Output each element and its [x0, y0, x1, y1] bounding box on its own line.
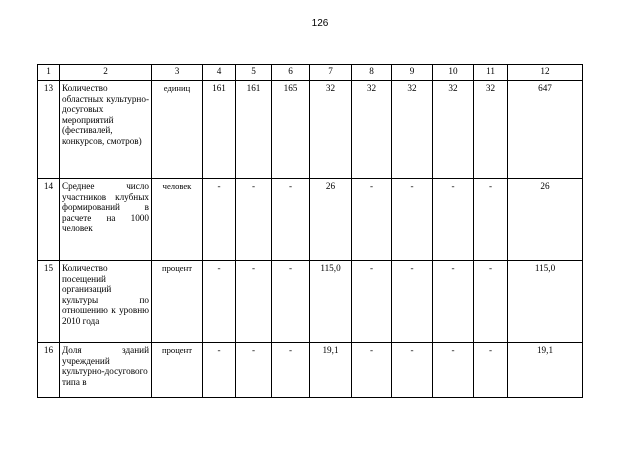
indicator-name: Доля зданий учреждений культурно-досугового типа в — [60, 343, 152, 398]
value-cell: - — [474, 179, 508, 261]
value-cell: - — [236, 343, 272, 398]
row-number: 13 — [38, 81, 60, 179]
value-cell: - — [352, 343, 392, 398]
unit-cell: человек — [152, 179, 203, 261]
value-cell: - — [392, 261, 433, 343]
indicator-name: Среднее число участников клубных формирований в расчете на 1000 человек — [60, 179, 152, 261]
total-cell: 647 — [508, 81, 583, 179]
value-cell: 165 — [272, 81, 310, 179]
indicator-name: Количество областных культурно-досуговых мероприятий (фестивалей, конкурсов, смотров) — [60, 81, 152, 179]
row-number: 16 — [38, 343, 60, 398]
table-row — [38, 179, 583, 261]
row-number: 14 — [38, 179, 60, 261]
header-cell: 10 — [433, 65, 474, 81]
unit-cell: процент — [152, 261, 203, 343]
value-cell: - — [272, 179, 310, 261]
value-cell: - — [474, 261, 508, 343]
value-cell: 32 — [310, 81, 352, 179]
header-cell: 9 — [392, 65, 433, 81]
value-cell: - — [236, 179, 272, 261]
value-cell: - — [272, 261, 310, 343]
value-cell: - — [433, 179, 474, 261]
value-cell: 161 — [236, 81, 272, 179]
total-cell: 26 — [508, 179, 583, 261]
header-cell: 3 — [152, 65, 203, 81]
value-cell: - — [392, 343, 433, 398]
header-cell: 7 — [310, 65, 352, 81]
unit-cell: процент — [152, 343, 203, 398]
table-row — [38, 81, 583, 179]
value-cell: 161 — [203, 81, 236, 179]
header-cell: 2 — [60, 65, 152, 81]
header-cell: 1 — [38, 65, 60, 81]
value-cell: - — [272, 343, 310, 398]
row-number: 15 — [38, 261, 60, 343]
header-cell: 6 — [272, 65, 310, 81]
value-cell: - — [236, 261, 272, 343]
value-cell: - — [352, 179, 392, 261]
indicators-table — [37, 64, 583, 398]
value-cell: - — [203, 179, 236, 261]
value-cell: 19,1 — [310, 343, 352, 398]
unit-cell: единиц — [152, 81, 203, 179]
total-cell: 115,0 — [508, 261, 583, 343]
header-cell: 5 — [236, 65, 272, 81]
table-row — [38, 261, 583, 343]
value-cell: 32 — [433, 81, 474, 179]
value-cell: - — [392, 179, 433, 261]
value-cell: - — [474, 343, 508, 398]
header-cell: 8 — [352, 65, 392, 81]
value-cell: - — [352, 261, 392, 343]
header-cell: 4 — [203, 65, 236, 81]
value-cell: 32 — [474, 81, 508, 179]
value-cell: 26 — [310, 179, 352, 261]
value-cell: 115,0 — [310, 261, 352, 343]
total-cell: 19,1 — [508, 343, 583, 398]
value-cell: 32 — [392, 81, 433, 179]
value-cell: 32 — [352, 81, 392, 179]
indicator-name: Количество посещений организаций культуры по отношению к уровню 2010 года — [60, 261, 152, 343]
table-row — [38, 343, 583, 398]
header-row — [38, 65, 583, 81]
value-cell: - — [433, 343, 474, 398]
value-cell: - — [203, 261, 236, 343]
value-cell: - — [203, 343, 236, 398]
header-cell: 12 — [508, 65, 583, 81]
header-cell: 11 — [474, 65, 508, 81]
page-number: 126 — [311, 18, 329, 29]
value-cell: - — [433, 261, 474, 343]
